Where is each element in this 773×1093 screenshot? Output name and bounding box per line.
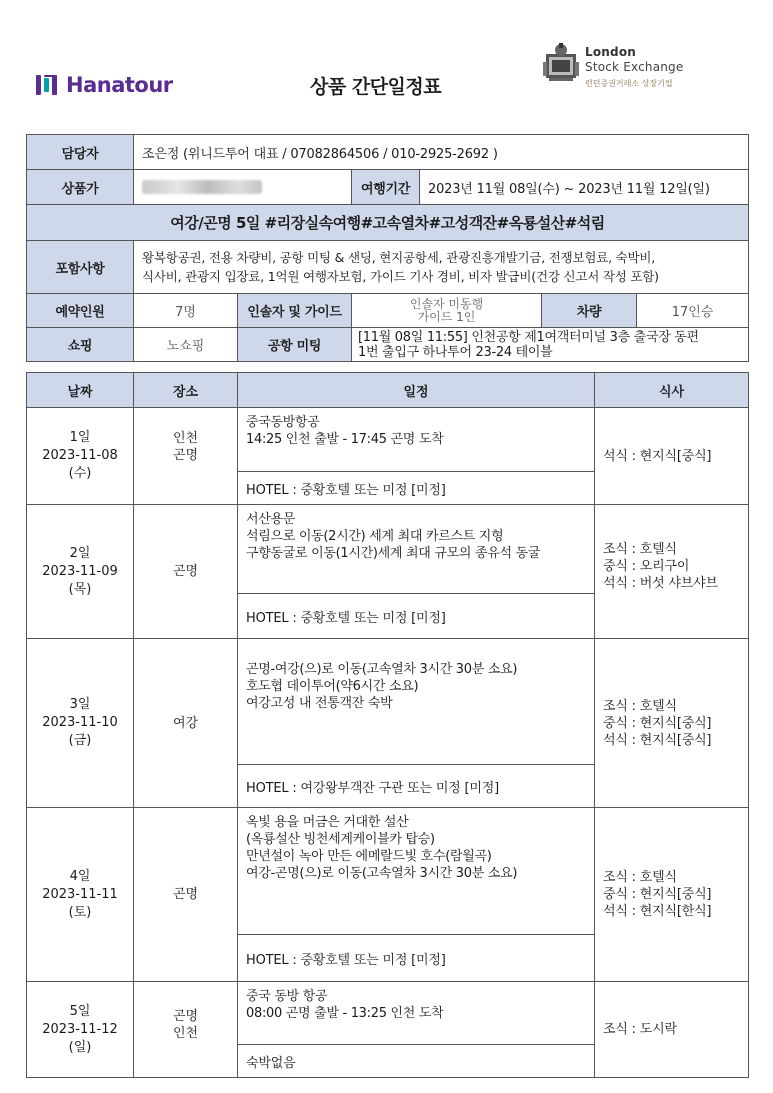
place-name: 여강 <box>172 715 199 731</box>
schedule-cell <box>238 408 595 505</box>
itinerary-table <box>26 372 749 1078</box>
schedule-activities <box>238 639 594 765</box>
meal-line: 중식 : 현지식[중식] <box>603 715 712 731</box>
activity-line: 중국동방항공 <box>246 415 320 430</box>
hanatour-mark-icon <box>36 72 62 98</box>
product-banner: 여강/곤명 5일 #리장실속여행#고속열차#고성객잔#옥룡설산#석림 <box>27 205 749 241</box>
shopping-label: 쇼핑 <box>27 328 134 362</box>
meal-line: 조식 : 호텔식 <box>603 698 677 714</box>
activity-line: 석림으로 이동(2시간) 세계 최대 카르스트 지형 <box>246 529 504 544</box>
day-date: 2023-11-10 <box>42 715 118 730</box>
place-cell <box>134 808 238 982</box>
activity-line: 08:00 곤명 출발 - 13:25 인천 도착 <box>246 1006 444 1021</box>
guide-value <box>352 294 542 328</box>
activity-line: 만년설이 녹아 만든 에메랄드빛 호수(람월곡) <box>246 849 492 864</box>
activity-line: 14:25 인천 출발 - 17:45 곤명 도착 <box>246 432 444 447</box>
place-cell <box>134 505 238 639</box>
document-title: 상품 간단일정표 <box>310 76 442 98</box>
day-date: 2023-11-12 <box>42 1021 118 1037</box>
day-date: 2023-11-08 <box>42 448 118 463</box>
activity-line: 여강-곤명(으)로 이동(고속열차 3시간 30분 소요) <box>246 866 518 881</box>
itinerary-row <box>27 505 749 639</box>
lse-line3: 런던증권거래소 상장기업 <box>585 79 673 88</box>
schedule-activities <box>238 982 594 1045</box>
schedule-activities <box>238 808 594 935</box>
meal-line: 조식 : 호텔식 <box>603 870 677 885</box>
manager-label: 담당자 <box>27 135 134 170</box>
place-name: 곤명 <box>172 448 199 463</box>
day-day: 3일 <box>69 697 91 712</box>
vehicle-label: 차량 <box>542 294 637 328</box>
hanatour-logo <box>36 70 173 100</box>
day-cell <box>27 982 134 1078</box>
schedule-cell <box>238 505 595 639</box>
meeting-line: [11월 08일 11:55] 인천공항 제1여객터미널 3층 출국장 동편 <box>358 329 699 345</box>
vehicle-value: 17인승 <box>637 294 749 328</box>
meals-cell <box>595 505 749 639</box>
activity-line: 옥빛 용을 머금은 거대한 설산 <box>246 815 409 830</box>
meal-line: 조식 : 호텔식 <box>603 542 677 557</box>
header-schedule: 일정 <box>238 373 595 408</box>
place-name: 인천 <box>172 431 199 446</box>
meal-line: 석식 : 버섯 샤브샤브 <box>603 576 718 591</box>
header-date: 날짜 <box>27 373 134 408</box>
guide-line: 가이드 1인 <box>417 309 476 324</box>
meals-cell <box>595 808 749 982</box>
schedule-cell <box>238 982 595 1078</box>
guide-label: 인솔자 및 가이드 <box>238 294 352 328</box>
period-label: 여행기간 <box>352 170 420 205</box>
meeting-label: 공항 미팅 <box>238 328 352 362</box>
activity-line: 곤명-여강(으)로 이동(고속열차 3시간 30분 소요) <box>246 662 518 677</box>
schedule-activities <box>238 505 594 594</box>
activity-line: 호도협 데이투어(약6시간 소요) <box>246 679 419 694</box>
itinerary-row <box>27 808 749 982</box>
product-price-value <box>134 170 352 205</box>
meals-cell <box>595 982 749 1078</box>
pax-label: 예약인원 <box>27 294 134 328</box>
day-weekday: (수) <box>68 466 92 481</box>
meals-cell <box>595 408 749 505</box>
itinerary-row <box>27 982 749 1078</box>
included-line: 왕복항공권, 전용 차량비, 공항 미팅 & 샌딩, 현지공항세, 관광진흥개발기금, 전쟁보험료, 숙박비, <box>142 250 656 265</box>
meal-line: 중식 : 현지식[중식] <box>603 887 712 902</box>
product-price-label: 상품가 <box>27 170 134 205</box>
day-cell <box>27 505 134 639</box>
meals-cell <box>595 639 749 808</box>
meeting-line: 1번 출입구 하나투어 23-24 테이블 <box>358 344 553 360</box>
pax-value: 7명 <box>134 294 238 328</box>
included-line: 식사비, 관광지 입장료, 1억원 여행자보험, 가이드 기사 경비, 비자 발급비(건강 신고서 작성 포함) <box>142 269 659 284</box>
itinerary-row <box>27 408 749 505</box>
day-weekday: (일) <box>68 1039 92 1055</box>
place-name: 인천 <box>172 1025 199 1041</box>
meal-line: 조식 : 도시락 <box>603 1022 677 1037</box>
manager-value: 조은정 (위니드투어 대표 / 07082864506 / 010-2925-2692 ) <box>134 135 749 170</box>
day-date: 2023-11-09 <box>42 563 118 579</box>
schedule-cell <box>238 639 595 808</box>
place-cell <box>134 408 238 505</box>
day-day: 5일 <box>69 1003 91 1019</box>
meal-line: 중식 : 오리구이 <box>603 559 690 574</box>
day-cell <box>27 639 134 808</box>
lse-line2: Stock Exchange <box>585 60 684 74</box>
meeting-value <box>352 328 749 362</box>
schedule-cell <box>238 808 595 982</box>
header-place: 장소 <box>134 373 238 408</box>
day-cell <box>27 408 134 505</box>
place-name: 곤명 <box>172 1008 199 1024</box>
meal-line: 석식 : 현지식[한식] <box>603 904 712 919</box>
lse-crest-icon <box>543 42 579 82</box>
day-date: 2023-11-11 <box>42 886 118 902</box>
day-day: 2일 <box>69 545 91 561</box>
day-cell <box>27 808 134 982</box>
included-label: 포함사항 <box>27 241 134 294</box>
hotel-line: 숙박없음 <box>246 1055 296 1071</box>
place-name: 곤명 <box>172 564 199 579</box>
hotel-line: HOTEL : 여강왕부객잔 구관 또는 미정 [미정] <box>246 780 499 796</box>
place-cell <box>134 982 238 1078</box>
hotel-line: HOTEL : 중황호텔 또는 미정 [미정] <box>246 482 446 498</box>
redacted-price <box>142 180 262 194</box>
day-weekday: (금) <box>68 733 92 748</box>
activity-line: 중국 동방 항공 <box>246 989 328 1004</box>
schedule-activities <box>238 408 594 472</box>
meal-line: 석식 : 현지식[중식] <box>603 732 712 748</box>
day-weekday: (토) <box>68 904 92 920</box>
place-cell <box>134 639 238 808</box>
activity-line: 구향동굴로 이동(1시간)세계 최대 규모의 종유석 동굴 <box>246 546 541 561</box>
info-table <box>26 134 749 362</box>
activity-line: 여강고성 내 전통객잔 숙박 <box>246 696 393 711</box>
hotel-line: HOTEL : 중황호텔 또는 미정 [미정] <box>246 952 446 968</box>
header-meals: 식사 <box>595 373 749 408</box>
meal-line: 석식 : 현지식[중식] <box>603 448 712 464</box>
activity-line: (옥룡설산 빙천세계케이블카 탑승) <box>246 832 435 847</box>
lse-logo <box>543 42 703 98</box>
activity-line: 서산용문 <box>246 512 296 527</box>
day-day: 1일 <box>69 430 91 445</box>
included-value <box>134 241 749 294</box>
guide-line: 인솔자 미동행 <box>409 296 484 311</box>
place-name: 곤명 <box>172 887 199 902</box>
day-weekday: (목) <box>68 581 92 597</box>
brand-name: Hanatour <box>66 73 173 97</box>
day-day: 4일 <box>69 868 91 884</box>
lse-line1: London <box>585 45 637 59</box>
hotel-line: HOTEL : 중황호텔 또는 미정 [미정] <box>246 610 446 626</box>
shopping-value: 노쇼핑 <box>134 328 238 362</box>
itinerary-row <box>27 639 749 808</box>
period-value: 2023년 11월 08일(수) ~ 2023년 11월 12일(일) <box>420 170 749 205</box>
